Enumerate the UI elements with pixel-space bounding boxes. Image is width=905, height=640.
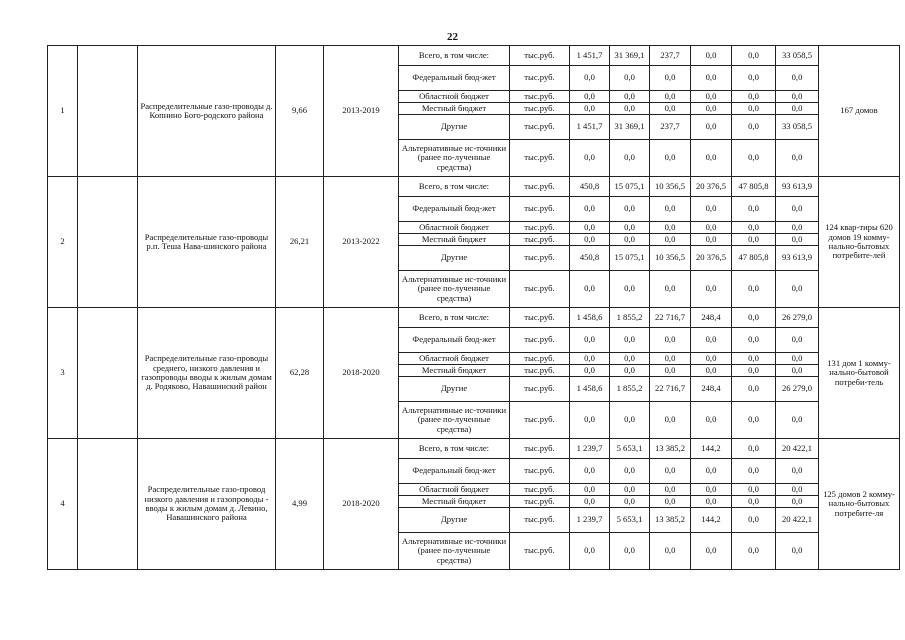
funding-source: Всего, в том числе: <box>399 46 510 66</box>
value-total: 26 279,0 <box>776 377 819 402</box>
value-cell: 237,7 <box>650 46 691 66</box>
value-cell: 0,0 <box>610 353 650 365</box>
unit: тыс.руб. <box>510 271 570 308</box>
value-cell: 0,0 <box>570 496 610 508</box>
value-cell: 22 716,7 <box>650 308 691 328</box>
value-cell: 0,0 <box>691 91 732 103</box>
value-cell: 0,0 <box>650 66 691 91</box>
value-cell: 0,0 <box>691 484 732 496</box>
value-cell: 0,0 <box>691 365 732 377</box>
value-cell: 0,0 <box>650 533 691 570</box>
funding-source: Местный бюджет <box>399 234 510 246</box>
funding-source: Федеральный бюд-жет <box>399 66 510 91</box>
value-total: 20 422,1 <box>776 439 819 459</box>
value-cell: 0,0 <box>732 103 776 115</box>
value-cell: 0,0 <box>650 496 691 508</box>
unit: тыс.руб. <box>510 496 570 508</box>
table-row <box>48 46 900 66</box>
funding-source: Альтернативные ис-точники (ранее по-лученные средства) <box>399 402 510 439</box>
project-length: 26,21 <box>276 177 324 308</box>
value-cell: 0,0 <box>691 271 732 308</box>
funding-source: Областной бюджет <box>399 353 510 365</box>
project-number: 3 <box>48 308 78 439</box>
value-cell: 0,0 <box>570 140 610 177</box>
value-total: 93 613,9 <box>776 177 819 197</box>
value-cell: 1 458,6 <box>570 377 610 402</box>
value-cell: 0,0 <box>610 271 650 308</box>
value-cell: 15 075,1 <box>610 246 650 271</box>
value-cell: 0,0 <box>570 353 610 365</box>
value-cell: 0,0 <box>610 402 650 439</box>
value-cell: 0,0 <box>570 234 610 246</box>
value-total: 0,0 <box>776 91 819 103</box>
value-cell: 0,0 <box>691 115 732 140</box>
value-cell: 0,0 <box>732 439 776 459</box>
value-total: 93 613,9 <box>776 246 819 271</box>
value-cell: 0,0 <box>732 365 776 377</box>
value-cell: 1 239,7 <box>570 439 610 459</box>
value-cell: 144,2 <box>691 439 732 459</box>
value-total: 0,0 <box>776 402 819 439</box>
value-cell: 0,0 <box>610 365 650 377</box>
value-cell: 0,0 <box>732 353 776 365</box>
funding-source: Другие <box>399 115 510 140</box>
funding-source: Местный бюджет <box>399 496 510 508</box>
value-cell: 0,0 <box>732 140 776 177</box>
value-cell: 0,0 <box>691 140 732 177</box>
value-cell: 0,0 <box>570 66 610 91</box>
unit: тыс.руб. <box>510 91 570 103</box>
value-cell: 0,0 <box>610 66 650 91</box>
value-total: 26 279,0 <box>776 308 819 328</box>
project-name: Распределительные газо-проводы среднего, низкого давления и газопроводы вводы к жилым домам д. Родяково, Навашинский район <box>138 308 276 439</box>
funding-source: Другие <box>399 377 510 402</box>
value-cell: 0,0 <box>732 222 776 234</box>
funding-source: Всего, в том числе: <box>399 177 510 197</box>
value-cell: 0,0 <box>610 496 650 508</box>
value-cell: 0,0 <box>691 222 732 234</box>
value-cell: 0,0 <box>691 234 732 246</box>
value-cell: 47 805,8 <box>732 177 776 197</box>
value-cell: 5 653,1 <box>610 439 650 459</box>
value-cell: 0,0 <box>732 66 776 91</box>
value-cell: 0,0 <box>732 234 776 246</box>
value-cell: 0,0 <box>570 91 610 103</box>
value-cell: 0,0 <box>650 402 691 439</box>
value-cell: 0,0 <box>691 459 732 484</box>
value-cell: 0,0 <box>610 533 650 570</box>
unit: тыс.руб. <box>510 140 570 177</box>
value-total: 0,0 <box>776 459 819 484</box>
value-cell: 0,0 <box>691 533 732 570</box>
page-number: 22 <box>447 31 458 43</box>
value-cell: 13 385,2 <box>650 508 691 533</box>
value-cell: 0,0 <box>610 234 650 246</box>
unit: тыс.руб. <box>510 402 570 439</box>
value-cell: 0,0 <box>650 459 691 484</box>
unit: тыс.руб. <box>510 177 570 197</box>
value-cell: 0,0 <box>650 328 691 353</box>
value-cell: 450,8 <box>570 177 610 197</box>
value-cell: 0,0 <box>610 91 650 103</box>
value-total: 0,0 <box>776 234 819 246</box>
project-length: 9,66 <box>276 46 324 177</box>
unit: тыс.руб. <box>510 353 570 365</box>
value-cell: 0,0 <box>610 328 650 353</box>
project-length: 4,99 <box>276 439 324 570</box>
value-cell: 0,0 <box>732 459 776 484</box>
blank-cell <box>78 46 138 177</box>
value-cell: 0,0 <box>650 91 691 103</box>
funding-source: Областной бюджет <box>399 484 510 496</box>
table-row <box>48 177 900 197</box>
value-total: 0,0 <box>776 103 819 115</box>
value-cell: 1 855,2 <box>610 308 650 328</box>
value-total: 0,0 <box>776 197 819 222</box>
value-cell: 0,0 <box>570 402 610 439</box>
funding-source: Всего, в том числе: <box>399 439 510 459</box>
value-cell: 31 369,1 <box>610 115 650 140</box>
value-cell: 0,0 <box>732 402 776 439</box>
value-cell: 450,8 <box>570 246 610 271</box>
funding-source: Альтернативные ис-точники (ранее по-лученные средства) <box>399 140 510 177</box>
value-cell: 0,0 <box>570 197 610 222</box>
value-cell: 0,0 <box>650 271 691 308</box>
value-cell: 1 239,7 <box>570 508 610 533</box>
value-total: 0,0 <box>776 66 819 91</box>
value-cell: 0,0 <box>650 365 691 377</box>
value-cell: 0,0 <box>570 365 610 377</box>
value-cell: 0,0 <box>732 46 776 66</box>
funding-source: Всего, в том числе: <box>399 308 510 328</box>
value-cell: 1 451,7 <box>570 46 610 66</box>
funding-source: Областной бюджет <box>399 222 510 234</box>
project-period: 2013-2019 <box>324 46 399 177</box>
value-cell: 0,0 <box>732 308 776 328</box>
value-cell: 0,0 <box>570 459 610 484</box>
value-cell: 0,0 <box>691 496 732 508</box>
value-cell: 0,0 <box>650 234 691 246</box>
value-cell: 0,0 <box>610 222 650 234</box>
table-row <box>48 439 900 459</box>
value-cell: 248,4 <box>691 377 732 402</box>
value-cell: 144,2 <box>691 508 732 533</box>
value-total: 0,0 <box>776 484 819 496</box>
value-total: 0,0 <box>776 496 819 508</box>
project-period: 2018-2020 <box>324 439 399 570</box>
value-cell: 0,0 <box>691 66 732 91</box>
value-cell: 0,0 <box>610 103 650 115</box>
value-cell: 0,0 <box>650 140 691 177</box>
funding-source: Другие <box>399 246 510 271</box>
value-cell: 0,0 <box>732 271 776 308</box>
project-number: 1 <box>48 46 78 177</box>
unit: тыс.руб. <box>510 533 570 570</box>
value-cell: 47 805,8 <box>732 246 776 271</box>
project-name: Распределительные газо-проводы р.п. Теша Нава-шинского района <box>138 177 276 308</box>
value-cell: 15 075,1 <box>610 177 650 197</box>
funding-source: Федеральный бюд-жет <box>399 459 510 484</box>
value-total: 0,0 <box>776 365 819 377</box>
project-period: 2018-2020 <box>324 308 399 439</box>
value-cell: 0,0 <box>610 459 650 484</box>
unit: тыс.руб. <box>510 197 570 222</box>
value-cell: 0,0 <box>570 103 610 115</box>
value-total: 0,0 <box>776 271 819 308</box>
funding-source: Федеральный бюд-жет <box>399 328 510 353</box>
value-cell: 0,0 <box>570 328 610 353</box>
unit: тыс.руб. <box>510 103 570 115</box>
value-cell: 0,0 <box>610 484 650 496</box>
unit: тыс.руб. <box>510 439 570 459</box>
unit: тыс.руб. <box>510 222 570 234</box>
value-cell: 10 356,5 <box>650 177 691 197</box>
value-cell: 20 376,5 <box>691 246 732 271</box>
value-cell: 0,0 <box>732 508 776 533</box>
project-period: 2013-2022 <box>324 177 399 308</box>
value-cell: 1 458,6 <box>570 308 610 328</box>
blank-cell <box>78 439 138 570</box>
value-total: 33 058,5 <box>776 46 819 66</box>
value-total: 0,0 <box>776 222 819 234</box>
value-cell: 1 451,7 <box>570 115 610 140</box>
value-cell: 0,0 <box>691 353 732 365</box>
funding-source: Альтернативные ис-точники (ранее по-лученные средства) <box>399 271 510 308</box>
funding-source: Местный бюджет <box>399 103 510 115</box>
project-result: 124 квар-тиры 620 домов 19 комму-нально-бытовых потребите-лей <box>819 177 900 308</box>
unit: тыс.руб. <box>510 234 570 246</box>
value-cell: 1 855,2 <box>610 377 650 402</box>
value-cell: 0,0 <box>732 197 776 222</box>
value-cell: 0,0 <box>570 222 610 234</box>
unit: тыс.руб. <box>510 46 570 66</box>
value-cell: 0,0 <box>650 484 691 496</box>
value-cell: 5 653,1 <box>610 508 650 533</box>
value-cell: 20 376,5 <box>691 177 732 197</box>
project-result: 125 домов 2 комму-нально-бытовых потребите-ля <box>819 439 900 570</box>
value-cell: 0,0 <box>732 496 776 508</box>
value-cell: 0,0 <box>691 46 732 66</box>
value-cell: 0,0 <box>732 91 776 103</box>
value-total: 20 422,1 <box>776 508 819 533</box>
funding-source: Федеральный бюд-жет <box>399 197 510 222</box>
funding-source: Другие <box>399 508 510 533</box>
unit: тыс.руб. <box>510 484 570 496</box>
value-cell: 0,0 <box>570 484 610 496</box>
program-table <box>47 45 900 570</box>
unit: тыс.руб. <box>510 328 570 353</box>
project-result: 131 дом 1 комму-нально-бытовой потреби-тель <box>819 308 900 439</box>
value-cell: 0,0 <box>650 353 691 365</box>
value-cell: 0,0 <box>610 140 650 177</box>
project-number: 2 <box>48 177 78 308</box>
value-total: 0,0 <box>776 140 819 177</box>
unit: тыс.руб. <box>510 246 570 271</box>
unit: тыс.руб. <box>510 459 570 484</box>
value-cell: 0,0 <box>570 271 610 308</box>
value-cell: 10 356,5 <box>650 246 691 271</box>
value-cell: 0,0 <box>691 103 732 115</box>
value-cell: 0,0 <box>691 197 732 222</box>
funding-source: Альтернативные ис-точники (ранее по-лученные средства) <box>399 533 510 570</box>
unit: тыс.руб. <box>510 365 570 377</box>
blank-cell <box>78 177 138 308</box>
table-row <box>48 308 900 328</box>
value-cell: 248,4 <box>691 308 732 328</box>
unit: тыс.руб. <box>510 66 570 91</box>
value-cell: 22 716,7 <box>650 377 691 402</box>
value-cell: 0,0 <box>650 103 691 115</box>
project-result: 167 домов <box>819 46 900 177</box>
value-total: 33 058,5 <box>776 115 819 140</box>
project-number: 4 <box>48 439 78 570</box>
value-cell: 13 385,2 <box>650 439 691 459</box>
value-cell: 0,0 <box>732 377 776 402</box>
funding-source: Местный бюджет <box>399 365 510 377</box>
value-cell: 0,0 <box>732 484 776 496</box>
funding-source: Областной бюджет <box>399 91 510 103</box>
project-name: Распределительные газо-проводы д. Копнино Бого-родского района <box>138 46 276 177</box>
value-cell: 0,0 <box>691 402 732 439</box>
blank-cell <box>78 308 138 439</box>
value-cell: 0,0 <box>650 222 691 234</box>
value-cell: 237,7 <box>650 115 691 140</box>
unit: тыс.руб. <box>510 377 570 402</box>
value-cell: 0,0 <box>732 115 776 140</box>
unit: тыс.руб. <box>510 115 570 140</box>
unit: тыс.руб. <box>510 508 570 533</box>
unit: тыс.руб. <box>510 308 570 328</box>
value-cell: 0,0 <box>732 328 776 353</box>
value-cell: 0,0 <box>610 197 650 222</box>
value-total: 0,0 <box>776 328 819 353</box>
value-cell: 31 369,1 <box>610 46 650 66</box>
value-cell: 0,0 <box>570 533 610 570</box>
project-length: 62,28 <box>276 308 324 439</box>
value-total: 0,0 <box>776 533 819 570</box>
value-cell: 0,0 <box>691 328 732 353</box>
value-cell: 0,0 <box>650 197 691 222</box>
value-cell: 0,0 <box>732 533 776 570</box>
project-name: Распределительные газо-провод низкого давления и газопроводы - вводы к жилым домам д. Левино, Навашинского района <box>138 439 276 570</box>
value-total: 0,0 <box>776 353 819 365</box>
